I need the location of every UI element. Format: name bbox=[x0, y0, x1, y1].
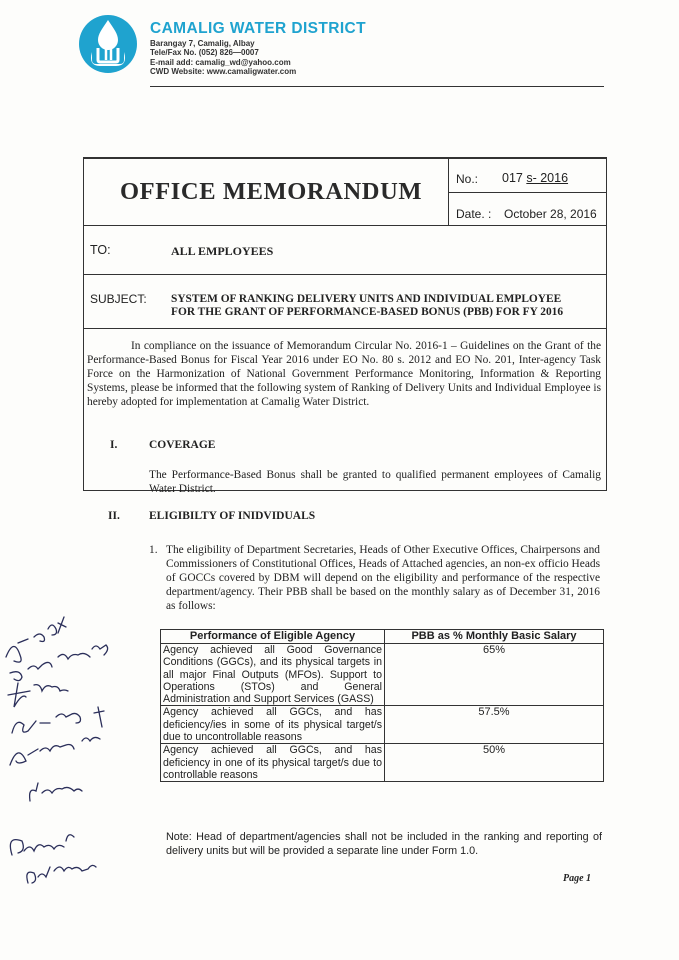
note-paragraph: Note: Head of department/agencies shall not be included in the ranking and reporting of delivery units but will be provided a separate line under Form 1.0. bbox=[166, 831, 602, 857]
column-header: PBB as % Monthly Basic Salary bbox=[385, 630, 604, 644]
email-line: E-mail add: camalig_wd@yahoo.com bbox=[150, 57, 291, 67]
subject-row-divider bbox=[84, 328, 606, 329]
no-date-divider bbox=[448, 192, 606, 193]
list-item-number: 1. bbox=[149, 544, 158, 556]
criteria-cell: Agency achieved all Good Governance Conditions (GGCs), and its physical targets in all major Final Outputs (MFOs). Support to Operations (STOs) and General Administration and Support Services (GASS) bbox=[161, 644, 385, 706]
pbb-percent-cell: 65% bbox=[385, 644, 604, 706]
eligibility-paragraph: The eligibility of Department Secretaries, Heads of Other Executive Offices, Chairpersons and Commissioners of Constitutional Offices, Heads of Attached agencies, an non-ex officio Heads of GOCCs covered by DBM will depend on the eligibility and performance of the respective department/agency. Their PBB shall be based on the monthly salary as of December 31, 2016 as follows: bbox=[166, 544, 600, 612]
criteria-cell: Agency achieved all GGCs, and has deficiency/ies in some of its physical target/s due to uncontrollable reasons bbox=[161, 706, 385, 744]
pbb-percent-cell: 57.5% bbox=[385, 706, 604, 744]
header-row-divider bbox=[84, 225, 606, 226]
pbb-percent-cell: 50% bbox=[385, 744, 604, 782]
table-header-row bbox=[161, 630, 604, 644]
memo-number: 017 bbox=[502, 171, 523, 185]
website-line: CWD Website: www.camaligwater.com bbox=[150, 67, 297, 77]
page-number: Page 1 bbox=[563, 873, 592, 884]
water-district-logo bbox=[78, 14, 138, 74]
memo-title: OFFICE MEMORANDUM bbox=[120, 178, 423, 205]
address-line: Barangay 7, Camalig, Albay bbox=[150, 39, 255, 48]
organization-name: CAMALIG WATER DISTRICT bbox=[150, 20, 367, 37]
table-row bbox=[161, 644, 604, 706]
column-header: Performance of Eligible Agency bbox=[161, 630, 385, 644]
criteria-cell: Agency achieved all GGCs, and has deficiency in one of its physical target/s due to controllable reasons bbox=[161, 744, 385, 782]
to-recipient: ALL EMPLOYEES bbox=[171, 244, 274, 258]
memo-number-label: No.: bbox=[456, 172, 479, 186]
section-number: II. bbox=[108, 510, 120, 522]
subject-label: SUBJECT: bbox=[90, 292, 147, 306]
letterhead-divider bbox=[150, 86, 604, 87]
memo-series: s- 2016 bbox=[526, 171, 569, 185]
section-title-coverage: COVERAGE bbox=[149, 439, 216, 451]
section-number: I. bbox=[110, 439, 118, 451]
pbb-rate-table bbox=[160, 629, 604, 782]
table-row bbox=[161, 706, 604, 744]
to-row-divider bbox=[84, 274, 606, 275]
intro-paragraph: In compliance on the issuance of Memorandum Circular No. 2016-1 – Guidelines on the Grant of the Performance-Based Bonus for Fiscal Year 2016 under EO No. 80 s. 2012 and EO No. 201, Inter-agency Task Force on the Harmonization of National Government Performance Monitoring, Information & Reporting Systems, please be informed that the following system of Ranking of Delivery Units and Individual Employee is hereby adopted for implementation at Camalig Water District. bbox=[87, 340, 601, 408]
to-label: TO: bbox=[90, 243, 111, 257]
memo-date-value: October 28, 2016 bbox=[504, 207, 597, 221]
section-title-eligibility: ELIGIBILTY OF INIDVIDUALS bbox=[149, 510, 316, 522]
handwritten-signatures bbox=[0, 615, 125, 905]
coverage-paragraph: The Performance-Based Bonus shall be granted to qualified permanent employees of Camalig Water District. bbox=[149, 469, 601, 495]
telefax-line: Tele/Fax No. (052) 826—0007 bbox=[150, 48, 259, 58]
memo-date-label: Date. : bbox=[456, 207, 492, 221]
memo-number-value bbox=[502, 171, 568, 185]
table-row bbox=[161, 744, 604, 782]
organization-contact bbox=[150, 39, 296, 77]
subject-text: SYSTEM OF RANKING DELIVERY UNITS AND INDIVIDUAL EMPLOYEE FOR THE GRANT OF PERFORMANCE-BASED BONUS (PBB) FOR FY 2016 bbox=[171, 293, 564, 318]
